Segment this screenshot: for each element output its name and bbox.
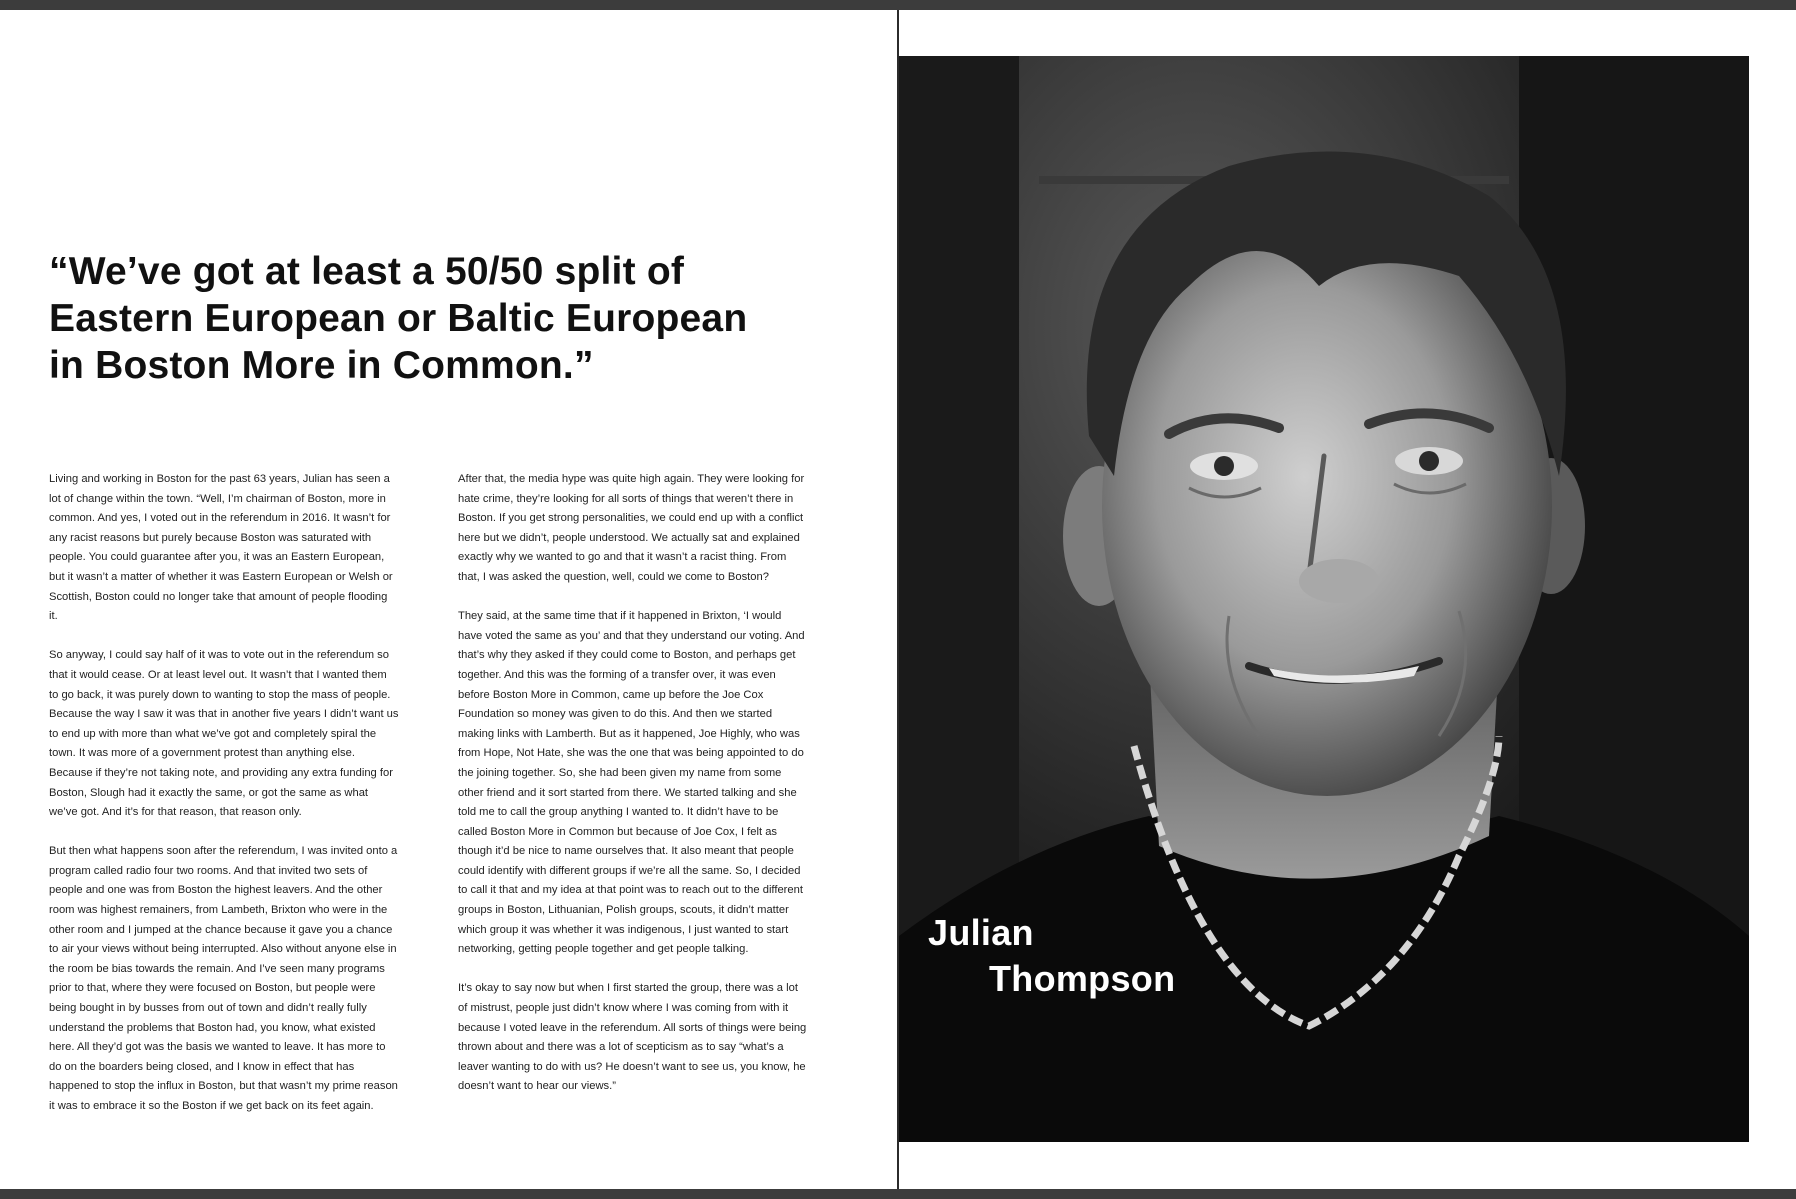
paragraph: After that, the media hype was quite high again. They were looking for hate crime, they’re looking for all sorts of things that weren’t there in Boston. If you get strong personalities, we could end up with a conflict here but we didn’t, people understood. We actually sat and explained exactly why we wanted to go and that it wasn’t a racist thing. From that, I was asked the question, well, could we come to Boston? [458,473,805,583]
portrait-name [928,910,1175,1002]
name-first: Julian [928,912,1034,953]
paragraph: Living and working in Boston for the past 63 years, Julian has seen a lot of change within the town. “Well, I’m chairman of Boston, more in common. And yes, I voted out in the referendum in 2016. It wasn’t for any racist reasons but purely because Boston was saturated with people. You could guarantee after you, it was an Eastern European, but it wasn’t a matter of whether it was Eastern European or Welsh or Scottish, Boston could no longer take that amount of people flooding it. [49,473,393,623]
name-last: Thompson [989,958,1176,999]
body-column-1 [49,470,399,1136]
paragraph: But then what happens soon after the referendum, I was invited onto a program called radio four two rooms. And that invited two sets of people and one was from Boston the highest leavers. And the other room was highest remainers, from Lambeth, Brixton who were in the other room and I jumped at the chance because it gave you a chance to air your views without being interrupted. Also without anyone else in the room be bias towards the remain. And I’ve seen many programs prior to that, where they were focused on Boston, but people were being bought in by busses from out of town and didn’t really fully understand the problems that Boston had, you know, what existed here. All they’d got was the basis we wanted to leave. It has more to do on the boarders being closed, and I know in effect that has happened to stop the influx in Boston, but that wasn’t my prime reason it was to embrace it so the Boston if we get back on its feet again. [49,845,398,1112]
body-column-2 [458,470,808,1117]
paragraph: They said, at the same time that if it happened in Brixton, ‘I would have voted the same as you’ and that they understand our voting. And that’s why they asked if they could come to Boston, and perhaps get together. And this was the forming of a transfer over, it was even before Boston More in Common, came up before the Joe Cox Foundation so money was given to do this. And then we started making links with Lamberth. But as it happened, Joe Highly, who was from Hope, Not Hate, she was the one that was being appointed to do the joining together. So, she had been given my name from some other friend and it sort started from there. We started talking and she told me to call the group anything I wanted to. It didn’t have to be called Boston More in Common but because of Joe Cox, I felt as though it’d be nice to name ourselves that. It also meant that people could identify with different groups if we’re all the same. So, I decided to call it that and my idea at that point was to reach out to the different groups in Boston, Lithuanian, Polish groups, scouts, it didn’t matter which group it was whether it was indigenous, I just wanted to start networking, getting people together and get people talking. [458,610,805,956]
window-top-bar [0,0,1796,10]
paragraph: It’s okay to say now but when I first started the group, there was a lot of mistrust, people just didn’t know where I was coming from with it because I voted leave in the referendum. All sorts of things were being thrown about and there was a lot of scepticism as to say “what’s a leaver wanting to do with us? He doesn’t want to see us, you know, he doesn’t want to hear our views.” [458,982,807,1093]
pull-quote-headline: “We’ve got at least a 50/50 split of Eastern European or Baltic European in Boston More in Common.” [49,250,748,387]
paragraph: So anyway, I could say half of it was to vote out in the referendum so that it would cease. Or at least level out. It wasn’t that I wanted them to go back, it was purely down to wanting to stop the mass of people. Because the way I saw it was that in another five years I didn’t want us to end up with more than what we’ve got and completely spiral the town. It was more of a government protest than anything else. Because if they’re not taking note, and providing any extra funding for Boston, Slough had it exactly the same, or got the same as what we’ve got. And it’s for that reason, that reason only. [49,649,399,819]
window-bottom-bar [0,1189,1796,1199]
